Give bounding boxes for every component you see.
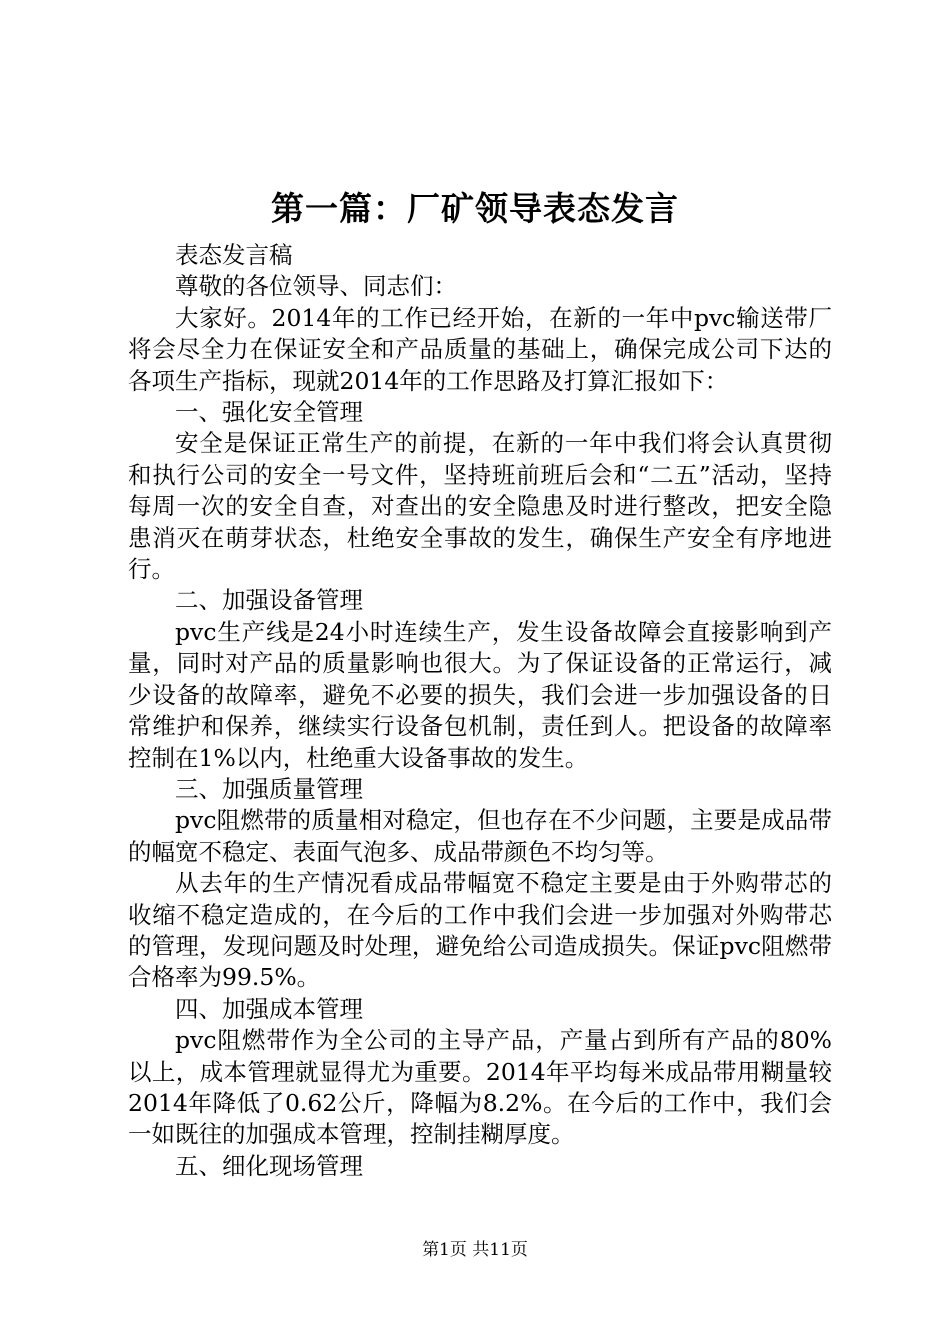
section-heading-cost: 四、加强成本管理 [175, 994, 363, 1023]
paragraph-equipment: pvc生产线是24小时连续生产，发生设备故障会直接影响到产量，同时对产品的质量影响也很大。为了保证设备的正常运行，减少设备的故障率，避免不必要的损失，我们会进一步加强设备的日常维护和保养，继续实行设备包机制，责任到人。把设备的故障率控制在1%以内，杜绝重大设备事故的发生。 [128, 617, 832, 772]
document-body [128, 240, 832, 1182]
section-heading-quality: 三、加强质量管理 [175, 774, 363, 803]
section-heading-safety: 一、强化安全管理 [175, 398, 363, 427]
document-title: 第一篇：厂矿领导表态发言 [271, 189, 679, 228]
paragraph-quality-1: pvc阻燃带的质量相对稳定，但也存在不少问题，主要是成品带的幅宽不稳定、表面气泡多、成品带颜色不均匀等。 [128, 806, 832, 866]
paragraph-safety: 安全是保证正常生产的前提，在新的一年中我们将会认真贯彻和执行公司的安全一号文件，坚持班前班后会和“二五”活动，坚持每周一次的安全自查，对查出的安全隐患及时进行整改，把安全隐患消灭在萌芽状态，杜绝安全事故的发生，确保生产安全有序地进行。 [128, 429, 832, 584]
paragraph-heading-label: 表态发言稿 [175, 241, 293, 269]
paragraph-intro: 大家好。2014年的工作已经开始，在新的一年中pvc输送带厂将会尽全力在保证安全和产品质量的基础上，确保完成公司下达的各项生产指标，现就2014年的工作思路及打算汇报如下： [128, 303, 832, 395]
section-heading-equipment: 二、加强设备管理 [175, 586, 363, 615]
paragraph-cost: pvc阻燃带作为全公司的主导产品，产量占到所有产品的80%以上，成本管理就显得尤为重要。2014年平均每米成品带用糊量较2014年降低了0.62公斤，降幅为8.2%。在今后的工作中，我们会一如既往的加强成本管理，控制挂糊厚度。 [128, 1026, 832, 1149]
section-heading-site: 五、细化现场管理 [175, 1151, 363, 1180]
paragraph-quality-2: 从去年的生产情况看成品带幅宽不稳定主要是由于外购带芯的收缩不稳定造成的，在今后的工作中我们会进一步加强对外购带芯的管理，发现问题及时处理，避免给公司造成损失。保证pvc阻燃带合格率为99.5%。 [128, 869, 832, 992]
page-footer: 第1页 共11页 [422, 1240, 528, 1260]
paragraph-salutation: 尊敬的各位领导、同志们： [175, 272, 457, 301]
